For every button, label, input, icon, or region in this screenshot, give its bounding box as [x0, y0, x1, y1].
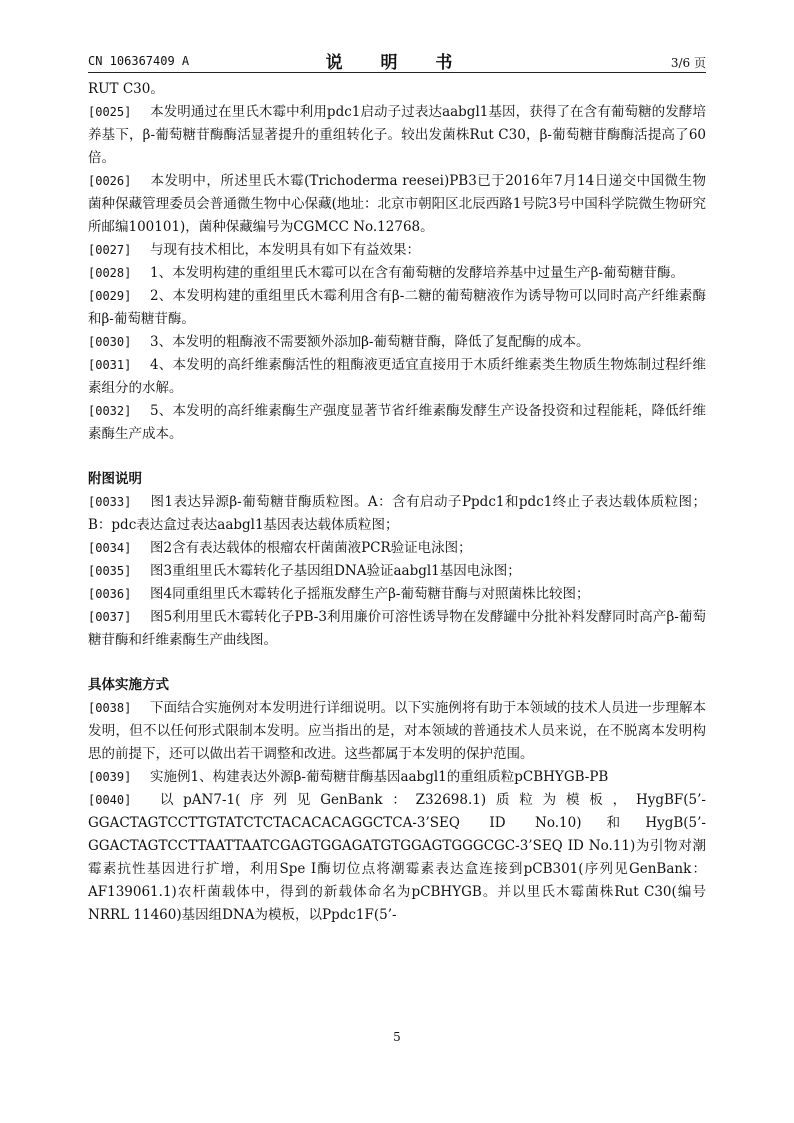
patent-number: CN 106367409 A: [88, 54, 190, 68]
paragraph-number: [0034]: [88, 541, 132, 555]
paragraph-text: 图5利用里氏木霉转化子PB-3利用廉价可溶性诱导物在发酵罐中分批补料发酵同时高产β-葡萄糖苷酶和纤维素酶生产曲线图。: [88, 609, 706, 648]
paragraph-text: 实施例1、构建表达外源β-葡萄糖苷酶基因aabgl1的重组质粒pCBHYGB-PB: [150, 769, 609, 785]
page-header: [88, 48, 706, 73]
paragraph-number: [0033]: [88, 495, 132, 509]
paragraph-text: 与现有技术相比，本发明具有如下有益效果：: [150, 242, 420, 258]
paragraph-0039: [88, 766, 706, 789]
paragraph-0028: [88, 262, 706, 285]
paragraph-0035: [88, 560, 706, 583]
paragraph-text: 2、本发明构建的重组里氏木霉利用含有β-二糖的葡萄糖液作为诱导物可以同时高产纤维素酶和β-葡萄糖苷酶。: [88, 288, 706, 327]
paragraph-0030: [88, 331, 706, 354]
paragraph-text: 4、本发明的高纤维素酶活性的粗酶液更适宜直接用于木质纤维素类生物质生物炼制过程纤维素组分的水解。: [88, 357, 706, 396]
paragraph-number: [0040]: [88, 793, 132, 807]
paragraph-0025: [88, 101, 706, 170]
paragraph-number: [0036]: [88, 587, 132, 601]
paragraph-text: 3、本发明的粗酶液不需要额外添加β-葡萄糖苷酶，降低了复配酶的成本。: [150, 334, 590, 350]
paragraph-number: [0039]: [88, 770, 132, 784]
paragraph-0038: [88, 697, 706, 766]
paragraph-text: 下面结合实施例对本发明进行详细说明。以下实施例将有助于本领域的技术人员进一步理解本发明，但不以任何形式限制本发明。应当指出的是，对本领域的普通技术人员来说，在不脱离本发明构思的前提下，还可以做出若干调整和改进。这些都属于本发明的保护范围。: [88, 700, 706, 762]
page-number: 5: [393, 1030, 401, 1044]
paragraph-number: [0026]: [88, 174, 132, 188]
paragraph-text: 图3重组里氏木霉转化子基因组DNA验证aabgl1基因电泳图；: [150, 563, 521, 579]
paragraph-text: 5、本发明的高纤维素酶生产强度显著节省纤维素酶发酵生产设备投资和过程能耗，降低纤维素酶生产成本。: [88, 403, 706, 442]
paragraph-number: [0031]: [88, 358, 132, 372]
paragraph-text: 图1表达异源β-葡萄糖苷酶质粒图。A：含有启动子Ppdc1和pdc1终止子表达载体质粒图；B：pdc表达盒过表达aabgl1基因表达载体质粒图；: [88, 494, 706, 533]
page-indicator: 3/6 页: [670, 56, 706, 70]
paragraph-number: [0037]: [88, 610, 132, 624]
paragraph-0040: [88, 789, 706, 927]
paragraph-0034: [88, 537, 706, 560]
paragraph-number: [0038]: [88, 701, 132, 715]
paragraph-number: [0029]: [88, 289, 132, 303]
paragraph-0032: [88, 400, 706, 446]
paragraph-0029: [88, 285, 706, 331]
paragraph-0033: [88, 491, 706, 537]
paragraph-text: 图2含有表达载体的根瘤农杆菌菌液PCR验证电泳图；: [150, 540, 472, 556]
paragraph-number: [0032]: [88, 404, 132, 418]
paragraph-number: [0028]: [88, 266, 132, 280]
paragraph-text: 1、本发明构建的重组里氏木霉可以在含有葡萄糖的发酵培养基中过量生产β-葡萄糖苷酶。: [150, 265, 684, 281]
paragraph-number: [0027]: [88, 243, 132, 257]
paragraph-text: 以pAN7-1(序列见GenBank：Z32698.1)质粒为模板，HygBF(5’-GGACTAGTCCTTGTATCTCTACACACAGGCTCA-3’SEQ ID No.10)和HygB(5’-GGACTAGTCCTTAATTAATCGAGTGGAGATGTGGAGTGGGCGC-3’SEQ ID No.11)为引物对潮霉素抗性基因进行扩增，利用Spe I酶切位点将潮霉素表达盒连接到pCB301(序列见GenBank：AF139061.1)农杆菌载体中，得到的新载体命名为pCBHYGB。并以里氏木霉菌株Rut C30(编号NRRL 11460)基因组DNA为模板，以Ppdc1F(5’-: [88, 792, 706, 923]
document-title: 说 明 书: [325, 53, 469, 73]
paragraph-0027: [88, 239, 706, 262]
section-heading-embodiments: 具体实施方式: [88, 677, 169, 693]
document-body: [88, 78, 706, 927]
paragraph-text: 图4同重组里氏木霉转化子摇瓶发酵生产β-葡萄糖苷酶与对照菌株比较图；: [150, 586, 590, 602]
paragraph-0026: [88, 170, 706, 239]
header-divider: [88, 72, 706, 73]
paragraph-0037: [88, 606, 706, 652]
paragraph-0031: [88, 354, 706, 400]
paragraph-number: [0035]: [88, 564, 132, 578]
paragraph-text: 本发明中，所述里氏木霉(Trichoderma reesei)PB3已于2016年7月14日递交中国微生物菌种保藏管理委员会普通微生物中心保藏(地址：北京市朝阳区北辰西路1号院3号中国科学院微生物研究所邮编100101)，菌种保藏编号为CGMCC No.12768。: [88, 173, 706, 235]
paragraph-0036: [88, 583, 706, 606]
paragraph-number: [0030]: [88, 335, 132, 349]
paragraph-text: 本发明通过在里氏木霉中利用pdc1启动子过表达aabgl1基因，获得了在含有葡萄糖的发酵培养基下，β-葡萄糖苷酶酶活显著提升的重组转化子。较出发菌株Rut C30，β-葡萄糖苷酶酶活提高了60倍。: [88, 104, 706, 166]
paragraph-number: [0025]: [88, 105, 132, 119]
lead-in-text: RUT C30。: [88, 81, 164, 97]
section-heading-figures: 附图说明: [88, 471, 142, 487]
